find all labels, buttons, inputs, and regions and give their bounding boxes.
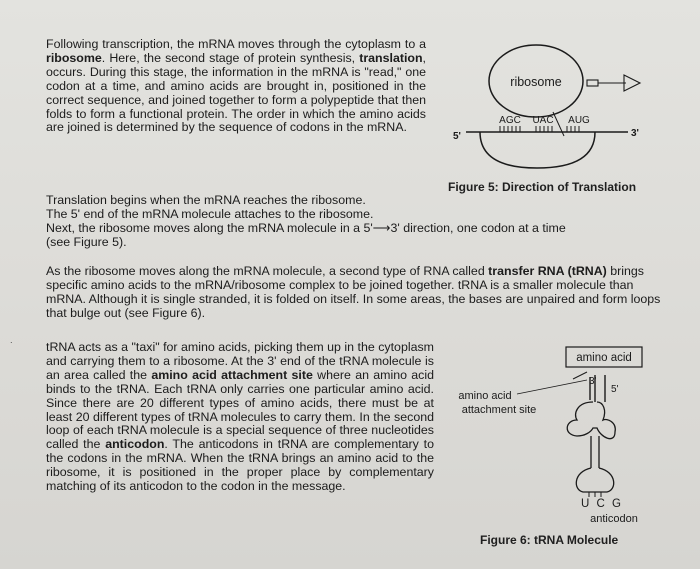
text-line: The 5' end of the mRNA molecule attaches to the ribosome. [46,206,374,221]
figure-6-trna-molecule [445,340,660,530]
direction-arrow-icon [587,75,640,91]
anticodon-label: anticodon [590,513,638,525]
text: , occurs. During this stage, the information in the mRNA is "read," one codon at a time, and amino acids are brought in, positioned in the correct sequence, and joined together to form a polypeptide that then folds to form a functional protein. The order in which the amino acids are joined is determined by the sequence of codons in the mRNA. [46,50,426,135]
trna-five-prime: 5' [611,384,619,395]
figure-5-caption: Figure 5: Direction of Translation [448,180,637,194]
text-line [46,222,666,236]
text: Next, the ribosome moves along the mRNA molecule in a 5' [46,220,373,235]
anticodon-letters: U C G [581,498,623,510]
text: 3' direction, one codon at a time [390,220,566,235]
ribosome-label: ribosome [510,75,562,89]
anticodon-base-ticks [589,492,601,497]
arrow-icon: ⟶ [372,220,391,235]
text: brings specific amino acids to the mRNA/ribosome complex to be joined together. tRNA is a smaller molecule than mRNA. Although it is single stranded, it is folded on itself. In some areas, the bases are unpaired and form loops that bulge out (see Figure 6). [46,264,661,320]
attachment-pointer [517,380,587,394]
paragraph-transfer-rna [46,265,666,321]
text: . The anticodons in tRNA are complementary to the codons in the mRNA. When the tRNA brings an amino acid to the ribosome, it is positioned in the proper place by complementary matching of its anticodon to the codon in the message. [46,437,435,494]
bold-term-ribosome: ribosome [46,50,102,65]
text-line: Translation begins when the mRNA reaches the ribosome. [46,193,366,207]
trna-anticodon-loop [576,468,613,492]
amino-acid-label: amino acid [576,352,632,364]
text: . Here, the second stage of protein synthesis, [101,50,360,65]
codon-ticks [500,126,579,132]
trna-three-prime: 3' [589,376,597,387]
text: Following transcription, the mRNA moves through the cytoplasm to a [46,37,426,51]
five-prime-label: 5' [453,131,461,142]
three-prime-label: 3' [631,128,639,139]
text: tRNA acts as a "taxi" for amino acids, picking them up in the cytoplasm and carrying them to a ribosome. At the 3' end of the tRNA molecule is an area called the [46,340,434,382]
ribosome-lower-subunit [480,132,595,168]
text-line: (see Figure 5). [46,234,127,249]
text: As the ribosome moves along the mRNA molecule, a second type of RNA called [46,264,489,278]
paragraph-translation-begins [46,194,666,250]
attachment-site-label-line2: attachment site [461,404,537,416]
paragraph-trna-taxi [46,341,434,494]
figure-6-caption: Figure 6: tRNA Molecule [480,533,619,547]
pointer-arrow-icon [573,372,587,379]
margin-mark: ˙ [10,341,14,353]
codon-agc: AGC [499,115,521,126]
bold-term-attachment-site: amino acid attachment site [151,367,313,382]
bold-term-translation: translation [359,50,423,65]
attachment-site-label-line1: amino acid [458,390,512,402]
figure-5-direction-of-translation [440,40,670,180]
paragraph-translation-intro [46,38,426,135]
codon-uac: UAC [532,115,554,126]
bold-term-trna: transfer RNA (tRNA) [488,264,607,278]
trna-anticodon-stem [591,436,599,468]
codon-aug: AUG [568,115,590,126]
trna-cloverleaf [567,402,615,439]
text: where an amino acid binds to the tRNA. Each tRNA only carries one particular amino acid. Since there are 20 different types of amino acids, there must be at least 20 different types of tRNA molecules to carry them. In the second loop of each tRNA molecule is a special sequence of three nucleotides called the [46,367,435,452]
bold-term-anticodon: anticodon [105,437,165,452]
